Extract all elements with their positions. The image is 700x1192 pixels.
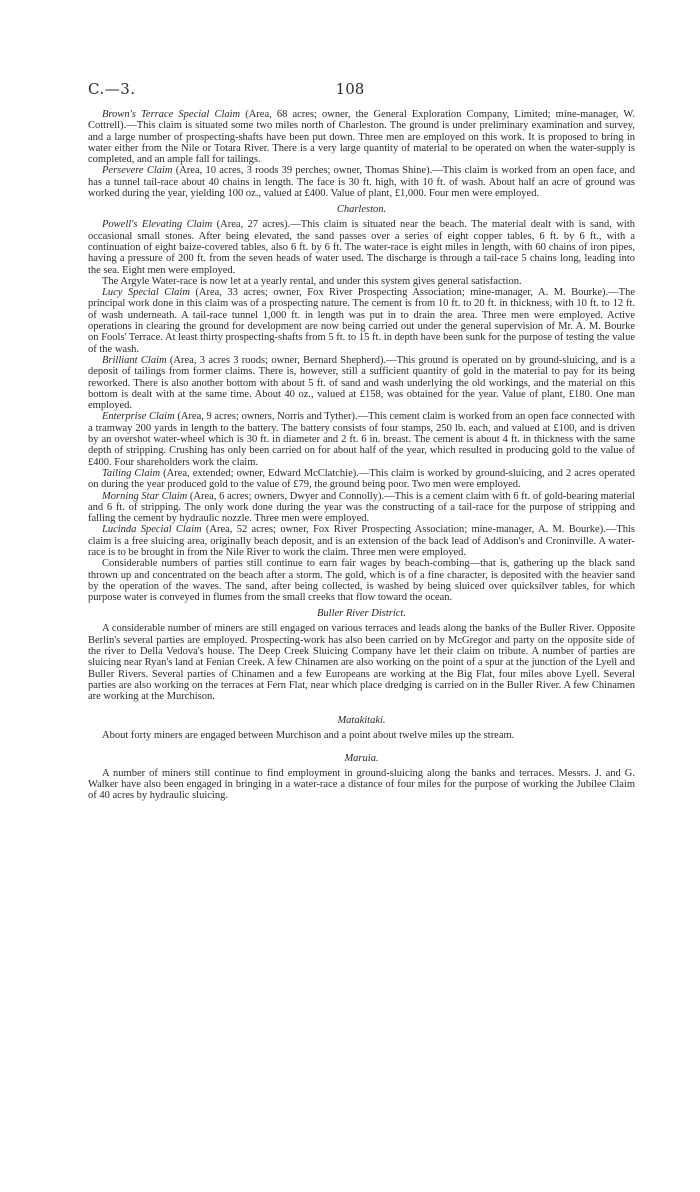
paragraph-text: Considerable numbers of parties still continue to earn fair wages by beach-combing—that is, gathering up the black sand thrown up and concentrated on the beach after a storm. The gold, which is of a fine character, is deposited with the heavier sand by the operation of the waves. The sand, after being collected, is washed by being sluiced over quicksilver tables, for which purpose water is conveyed in flumes from the small creeks that flow toward the ocean. xyxy=(88,558,635,604)
paragraph-text: The Argyle Water-race is now let at a yearly rental, and under this system gives general satisfaction. xyxy=(102,275,522,287)
claim-name: Brown's Terrace Special Claim xyxy=(102,109,241,120)
section-heading-buller-river: Buller River District. xyxy=(317,608,406,620)
paragraph-lucinda-special xyxy=(88,524,635,558)
paragraph-text: (Area, 52 acres; owner, Fox River Prospecting Association; mine-manager, A. M. Bourke).—This claim is a free sluicing area, originally beach deposit, and is an extension of the back lead of Addison's and Croninville. A water-race is to be brought in from the Nile River to work the claim. Three men were employed. xyxy=(88,524,635,558)
document-reference: C.—3. xyxy=(88,80,136,98)
page-number: 108 xyxy=(335,80,365,98)
section-heading-charleston: Charleston. xyxy=(336,204,387,216)
paragraph-lucy-special xyxy=(88,287,635,355)
claim-name: Lucy Special Claim xyxy=(102,287,190,299)
claim-name: Morning Star Claim xyxy=(102,490,188,502)
paragraph-enterprise xyxy=(88,411,635,467)
paragraph-beach-combing xyxy=(88,558,635,603)
paragraph-persevere xyxy=(88,165,635,199)
paragraph-text: (Area, 6 acres; owners, Dwyer and Connolly).—This is a cement claim with 6 ft. of gold-bearing material and 6 ft. of stripping. The only work done during the year was the constructing of a tail-race for the purpose of stripping and falling the cement by hydraulic nozzle. Three men were employed. xyxy=(88,490,635,525)
paragraph-tailing xyxy=(88,468,635,491)
paragraph-argyle-water-race xyxy=(88,276,635,287)
paragraph-text: A number of miners still continue to find employment in ground-sluicing along the banks and terraces. Messrs. J. and G. Walker have also been engaged in bringing in a water-race a distance of four miles for the purpose of working the Jubilee Claim of 40 acres by hydraulic sluicing. xyxy=(88,767,635,802)
document-body xyxy=(88,109,635,802)
paragraph-text: (Area, 68 acres; owner, the General Exploration Company, Limited; mine-manager, W. Cottrell).—This claim is situated some two miles north of Charleston. The ground is under preliminary examination and survey, and a large number of prospecting-shafts have been put down. Three men are employed on this work. It is proposed to bring in water either from the Nile or Totara River. There is a very large quantity of material to be operated on when the water-supply is completed, and an ample fall for tailings. xyxy=(88,109,635,166)
paragraph-morning-star xyxy=(88,491,635,525)
paragraph-text: About forty miners are engaged between Murchison and a point about twelve miles up the stream. xyxy=(102,729,515,741)
section-heading-matakitaki: Matakitaki. xyxy=(337,714,386,726)
claim-name: Powell's Elevating Claim xyxy=(102,219,213,231)
paragraph-text: (Area, 9 acres; owners, Norris and Tyther).—This cement claim is worked from an open face connected with a tramway 200 yards in length to the battery. The battery consists of four stamps, 250 lb. each, and valued at £100, and is driven by an overshot water-wheel which is 30 ft. in diameter and 2 ft. 6 in. breast. The cement is about 4 ft. in thickness with the same depth of stripping. Crushing has only been carried on for about half of the year, which resulted in producing gold to the value of £400. Four shareholders work the claim. xyxy=(88,411,636,468)
paragraph-matakitaki xyxy=(88,730,635,741)
paragraph-maruia xyxy=(88,768,635,802)
claim-name: Brilliant Claim xyxy=(102,354,167,366)
paragraph-text: (Area, 27 acres).—This claim is situated near the beach. The material dealt with is sand, with occasional small stones. After being elevated, the sand passes over a series of eight copper tables, 6 ft. by 6 ft., with a continuation of eight baize-covered tables, also 6 ft. by 6 ft. The water-race is eight miles in length, with 60 chains of iron pipes, having a pressure of 200 ft. from the seven heads of water used. The discharge is through a tail-race 5 chains long, leading into the sea. Eight men were employed. xyxy=(88,219,635,276)
paragraph-text: (Area, 3 acres 3 roods; owner, Bernard Shepherd).—This ground is operated on by ground-sluicing, and is a deposit of tailings from former claims. There is, however, still a sufficient quantity of gold in the material to pay for its being reworked. There is also another bottom with about 5 ft. of sand and wash underlying the old workings, and the material on this bottom is dealt with at the same time. About 40 oz., valued at £158, was obtained for the year. Value of plant, £180. One man employed. xyxy=(88,354,635,412)
claim-name: Enterprise Claim xyxy=(102,411,175,423)
section-heading-maruia: Maruia. xyxy=(344,752,379,764)
claim-name: Tailing Claim xyxy=(102,467,161,479)
paragraph-powells-elevating xyxy=(88,219,635,275)
paragraph-text: A considerable number of miners are still engaged on various terraces and leads along the banks of the Buller River. Opposite Berlin's several parties are employed. Prospecting-work has also been carried on by McGregor and party on the opposite side of the river to Della Vedova's house. The Deep Creek Sluicing Company have let their claim on tribute. A number of parties are sluicing near Ryan's land at Fenian Creek. A few Chinamen are also working on the point of a spur at the junction of the Lyell and Buller Rivers. Several parties of Chinamen and a few Europeans are working at the Big Flat, four miles above Lyell. Several parties are also working on the terraces at Fern Flat, near which place dredging is carried on in the Buller River. A few Chinamen are working at the Murchison. xyxy=(88,623,635,703)
paragraph-buller-river xyxy=(88,623,635,702)
claim-name: Persevere Claim xyxy=(102,165,173,177)
claim-name: Lucinda Special Claim xyxy=(102,524,202,536)
paragraph-browns-terrace xyxy=(88,109,635,165)
paragraph-brilliant xyxy=(88,355,635,411)
paragraph-text: (Area, 10 acres, 3 roods 39 perches; owner, Thomas Shine).—This claim is worked from an open face, and has a tunnel tail-race about 40 chains in length. The face is 30 ft. high, with 10 ft. of wash. About half an acre of ground was worked during the year, yielding 100 oz., valued at £400. Value of plant, £1,000. Four men were employed. xyxy=(88,165,636,200)
paragraph-text: (Area, 33 acres; owner, Fox River Prospecting Association; mine-manager, A. M. Bourke).—The principal work done in this claim was of a prospecting nature. The cement is from 10 ft. to 20 ft. in thickness, with 10 ft. to 12 ft. of wash underneath. A tail-race tunnel 1,000 ft. in length was put in to drain the area. Three men were employed. Active operations in clearing the ground for development are now being carried out under the general supervision of Mr. A. M. Bourke on Fools' Terrace. At least thirty prospecting-shafts from 5 ft. to 15 ft. in depth have been sunk for the purpose of testing the value of the wash. xyxy=(88,287,635,355)
paragraph-text: (Area, extended; owner, Edward McClatchie).—This claim is worked by ground-sluicing, and 2 acres operated on during the year produced gold to the value of £79, the ground being poor. Two men were employed. xyxy=(88,467,635,491)
